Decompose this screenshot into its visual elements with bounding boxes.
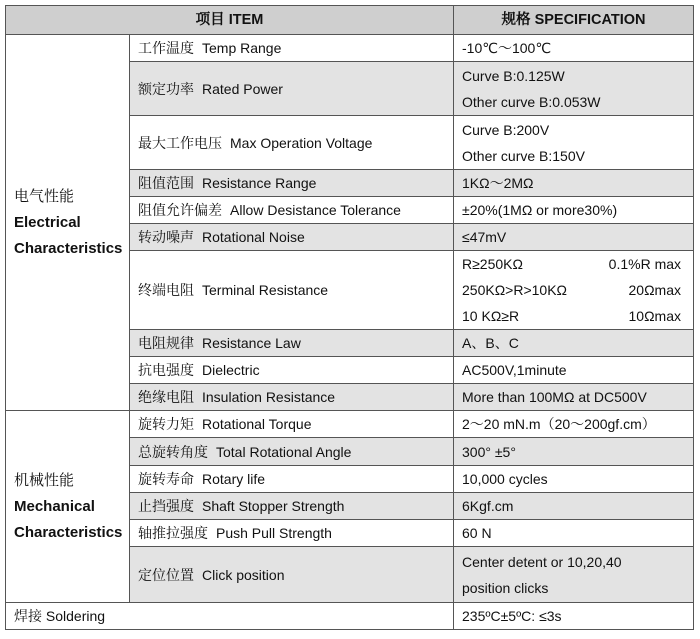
spec-value: A、B、C <box>462 335 519 351</box>
spec-condition: R≥250KΩ <box>462 256 523 272</box>
group-label-en: Characteristics <box>14 239 123 257</box>
item-cell <box>130 251 454 330</box>
item-name-cn: 止挡强度 <box>138 498 194 514</box>
item-cell <box>130 520 454 547</box>
spec-value: Curve B:0.125W <box>462 67 565 84</box>
group-label-cn: 机械性能 <box>14 471 75 489</box>
spec-cell <box>454 384 694 411</box>
item-name-cn: 阻值允许偏差 <box>138 202 222 218</box>
item-name-cn: 绝缘电阻 <box>138 389 194 405</box>
header-item: 项目 ITEM <box>6 6 454 35</box>
spec-value: 60 N <box>462 525 492 541</box>
spec-cell <box>454 251 694 330</box>
item-cell <box>130 330 454 357</box>
spec-value: -10℃～100℃ <box>462 40 552 56</box>
spec-value: 1KΩ～2MΩ <box>462 175 534 191</box>
specification-table <box>5 5 694 630</box>
item-name-cn: 终端电阻 <box>138 282 194 298</box>
spec-pair <box>462 251 685 277</box>
spec-cell <box>454 35 694 62</box>
spec-cell <box>454 357 694 384</box>
group-label-cn: 电气性能 <box>14 187 75 205</box>
item-name-en: Resistance Law <box>202 335 301 351</box>
item-cell <box>130 384 454 411</box>
item-cell <box>130 466 454 493</box>
header-row <box>6 6 694 35</box>
item-name-en: Total Rotational Angle <box>216 443 352 460</box>
spec-cell <box>454 330 694 357</box>
table-row <box>6 35 694 62</box>
spec-value: More than 100MΩ at DC500V <box>462 389 647 405</box>
item-name-en: Temp Range <box>202 40 282 56</box>
spec-cell <box>454 438 694 466</box>
spec-value: Other curve B:150V <box>462 147 585 164</box>
group-label-en: Characteristics <box>14 523 123 541</box>
spec-pair <box>462 303 685 329</box>
item-cell <box>130 197 454 224</box>
item-name-cn: 最大工作电压 <box>138 134 222 151</box>
item-name-en: Rotational Torque <box>202 416 312 432</box>
table-row <box>6 411 694 438</box>
item-name-cn: 旋转力矩 <box>138 416 194 432</box>
spec-cell <box>454 62 694 116</box>
spec-value: Center detent or 10,20,40 <box>462 553 622 570</box>
item-name-en: Terminal Resistance <box>202 282 329 298</box>
spec-condition: 10 KΩ≥R <box>462 308 520 324</box>
group-label-en: Electrical <box>14 213 81 231</box>
item-name-en: Rotary life <box>202 471 266 487</box>
spec-value: ≤47mV <box>462 229 507 245</box>
item-name-en: Rated Power <box>202 80 283 97</box>
item-name-cn: 抗电强度 <box>138 362 194 378</box>
item-cell <box>130 35 454 62</box>
item-name-en: Max Operation Voltage <box>230 134 373 151</box>
spec-limit: 0.1%R max <box>608 256 682 272</box>
spec-value: Other curve B:0.053W <box>462 93 601 110</box>
item-name-cn: 旋转寿命 <box>138 471 194 487</box>
item-name-en: Insulation Resistance <box>202 389 336 405</box>
spec-value: 10,000 cycles <box>462 471 548 487</box>
item-cell <box>130 170 454 197</box>
item-name-en: Click position <box>202 566 285 583</box>
item-name-cn: 转动噪声 <box>138 229 194 245</box>
item-name-en: Rotational Noise <box>202 229 305 245</box>
item-name-cn: 总旋转角度 <box>138 443 208 460</box>
spec-cell <box>454 116 694 170</box>
item-name-en: Shaft Stopper Strength <box>202 498 345 514</box>
group-mechanical <box>6 411 130 603</box>
item-name-en: Allow Desistance Tolerance <box>230 202 401 218</box>
group-electrical <box>6 35 130 411</box>
item-cell <box>130 224 454 251</box>
spec-cell <box>454 520 694 547</box>
spec-limit: 10Ωmax <box>628 308 682 324</box>
item-name-cn: 额定功率 <box>138 80 194 97</box>
item-name-en: Dielectric <box>202 362 260 378</box>
item-cell <box>130 547 454 603</box>
group-label-en: Mechanical <box>14 497 95 515</box>
spec-value: Curve B:200V <box>462 121 550 138</box>
spec-value: AC500V,1minute <box>462 362 567 378</box>
item-cell <box>130 411 454 438</box>
item-cell <box>130 62 454 116</box>
spec-cell <box>454 197 694 224</box>
item-name-en: Push Pull Strength <box>216 525 332 541</box>
spec-value: 2～20 mN.m（20～200gf.cm） <box>462 416 656 432</box>
item-name-cn: 工作温度 <box>138 40 194 56</box>
table-row <box>6 603 694 630</box>
spec-limit: 20Ωmax <box>628 282 682 298</box>
header-specification: 规格 SPECIFICATION <box>454 6 694 35</box>
item-name-cn: 轴推拉强度 <box>138 525 208 541</box>
item-name-cn: 定位位置 <box>138 566 194 583</box>
spec-cell <box>454 411 694 438</box>
spec-value: 6Kgf.cm <box>462 498 514 514</box>
spec-condition: 250KΩ>R>10KΩ <box>462 282 568 298</box>
item-cell <box>130 438 454 466</box>
item-cell <box>130 116 454 170</box>
spec-pair <box>462 277 685 303</box>
spec-cell <box>454 170 694 197</box>
spec-value: ±20%(1MΩ or more30%) <box>462 202 618 218</box>
spec-soldering: 235ºC±5ºC: ≤3s <box>454 603 694 630</box>
spec-cell <box>454 466 694 493</box>
spec-value: 300° ±5° <box>462 443 516 460</box>
item-name-en: Resistance Range <box>202 175 317 191</box>
item-cell <box>130 493 454 520</box>
spec-value: position clicks <box>462 579 549 596</box>
spec-cell <box>454 547 694 603</box>
spec-cell <box>454 224 694 251</box>
item-cell <box>130 357 454 384</box>
item-soldering: 焊接 Soldering <box>6 603 454 630</box>
item-name-cn: 阻值范围 <box>138 175 194 191</box>
spec-cell <box>454 493 694 520</box>
item-name-cn: 电阻规律 <box>138 335 194 351</box>
spec-sheet <box>5 5 695 630</box>
